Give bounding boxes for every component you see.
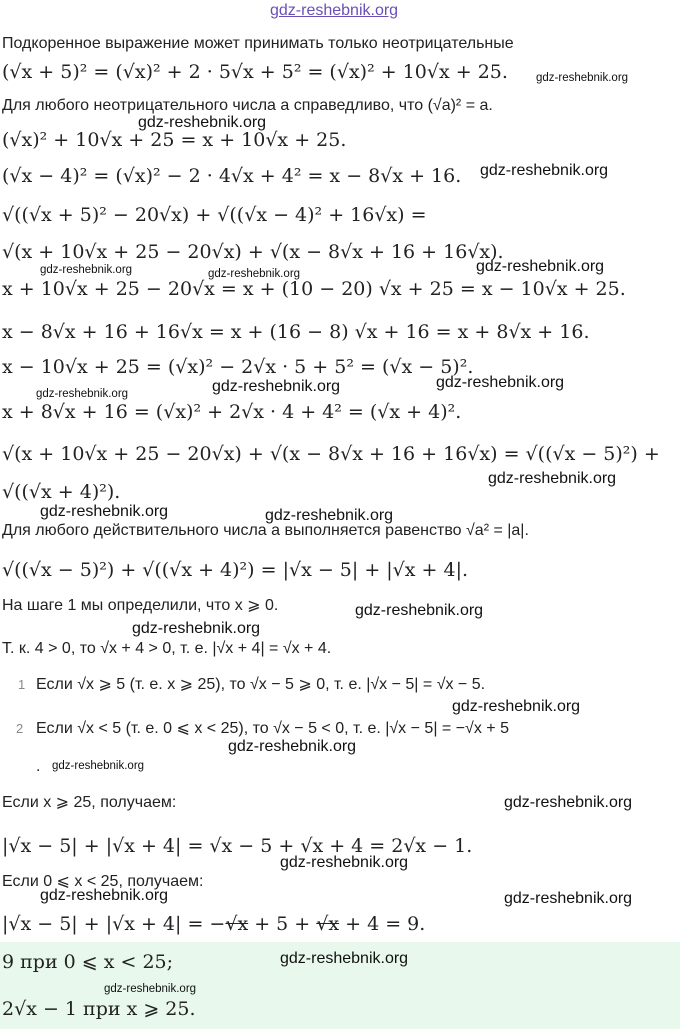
math-line: √((√x + 4)²).	[2, 481, 121, 503]
math-part: |√x − 5| + |√x + 4| = −	[2, 913, 226, 935]
cancelled-term: √x	[225, 913, 249, 935]
watermark: gdz-reshebnik.org	[280, 854, 409, 871]
watermark: gdz-reshebnik.org	[40, 264, 133, 276]
watermark: gdz-reshebnik.org	[52, 760, 145, 772]
watermark: gdz-reshebnik.org	[104, 983, 197, 995]
watermark: gdz-reshebnik.org	[36, 388, 129, 400]
watermark: gdz-reshebnik.org	[355, 602, 484, 619]
math-line: (√x + 5)² = (√x)² + 2 · 5√x + 5² = (√x)² + 10√x + 25.	[2, 61, 508, 83]
list-item-number: 2	[16, 721, 24, 736]
text-line: Если x ⩾ 25, получаем:	[2, 794, 177, 811]
math-line: √(x + 10√x + 25 − 20√x) + √(x − 8√x + 16 + 16√x) = √((√x − 5)²) +	[2, 443, 660, 465]
math-line: √((√x + 5)² − 20√x) + √((√x − 4)² + 16√x) =	[2, 204, 427, 226]
answer-line: 9 при 0 ⩽ x < 25;	[2, 951, 174, 973]
watermark: gdz-reshebnik.org	[138, 114, 267, 131]
text-line: Если 0 ⩽ x < 25, получаем:	[2, 873, 204, 890]
list-item: Если √x ⩾ 5 (т. е. x ⩾ 25), то √x − 5 ⩾ 0, т. е. |√x − 5| = √x − 5.	[36, 676, 486, 693]
text-line: .	[36, 758, 41, 775]
watermark: gdz-reshebnik.org	[536, 72, 629, 84]
cancelled-term: √x	[316, 913, 340, 935]
text-line: Т. к. 4 > 0, то √x + 4 > 0, т. е. |√x + 4| = √x + 4.	[2, 640, 332, 657]
watermark: gdz-reshebnik.org	[452, 698, 581, 715]
watermark: gdz-reshebnik.org	[436, 374, 565, 391]
text-line: Для любого действительного числа a выполняется равенство √a² = |a|.	[2, 522, 529, 539]
math-line: x − 10√x + 25 = (√x)² − 2√x · 5 + 5² = (√x − 5)².	[2, 356, 474, 378]
math-line: x + 10√x + 25 − 20√x = x + (10 − 20) √x + 25 = x − 10√x + 25.	[2, 278, 626, 300]
watermark: gdz-reshebnik.org	[504, 890, 633, 907]
watermark: gdz-reshebnik.org	[488, 470, 617, 487]
watermark: gdz-reshebnik.org	[40, 887, 169, 904]
watermark: gdz-reshebnik.org	[208, 268, 301, 280]
math-line: x + 8√x + 16 = (√x)² + 2√x · 4 + 4² = (√x + 4)².	[2, 401, 462, 423]
math-line: (√x − 4)² = (√x)² − 2 · 4√x + 4² = x − 8√x + 16.	[2, 165, 462, 187]
text-line: На шаге 1 мы определили, что x ⩾ 0.	[2, 597, 279, 614]
watermark: gdz-reshebnik.org	[132, 620, 261, 637]
watermark: gdz-reshebnik.org	[480, 162, 609, 179]
math-line: (√x)² + 10√x + 25 = x + 10√x + 25.	[2, 129, 347, 151]
watermark: gdz-reshebnik.org	[265, 507, 394, 524]
math-line: √((√x − 5)²) + √((√x + 4)²) = |√x − 5| + |√x + 4|.	[2, 559, 469, 581]
watermark: gdz-reshebnik.org	[280, 950, 409, 967]
watermark: gdz-reshebnik.org	[228, 738, 357, 755]
answer-line: 2√x − 1 при x ⩾ 25.	[2, 998, 196, 1020]
watermark-top[interactable]: gdz-reshebnik.org	[270, 2, 399, 19]
list-item-number: 1	[18, 677, 26, 692]
text-line: Подкоренное выражение может принимать только неотрицательные	[2, 35, 514, 52]
math-part: + 5 +	[248, 913, 317, 935]
watermark: gdz-reshebnik.org	[40, 503, 169, 520]
watermark: gdz-reshebnik.org	[504, 794, 633, 811]
math-line	[2, 912, 425, 936]
text-line: Для любого неотрицательного числа a справедливо, что (√a)² = a.	[2, 97, 493, 114]
math-line: x − 8√x + 16 + 16√x = x + (16 − 8) √x + 16 = x + 8√x + 16.	[2, 321, 590, 343]
watermark: gdz-reshebnik.org	[476, 258, 605, 275]
math-line: |√x − 5| + |√x + 4| = √x − 5 + √x + 4 = 2√x − 1.	[2, 835, 473, 857]
list-item: Если √x < 5 (т. е. 0 ⩽ x < 25), то √x − 5 < 0, т. е. |√x − 5| = −√x + 5	[36, 720, 509, 737]
watermark: gdz-reshebnik.org	[212, 378, 341, 395]
math-line: √(x + 10√x + 25 − 20√x) + √(x − 8√x + 16 + 16√x).	[2, 241, 504, 263]
math-part: + 4 = 9.	[339, 913, 426, 935]
